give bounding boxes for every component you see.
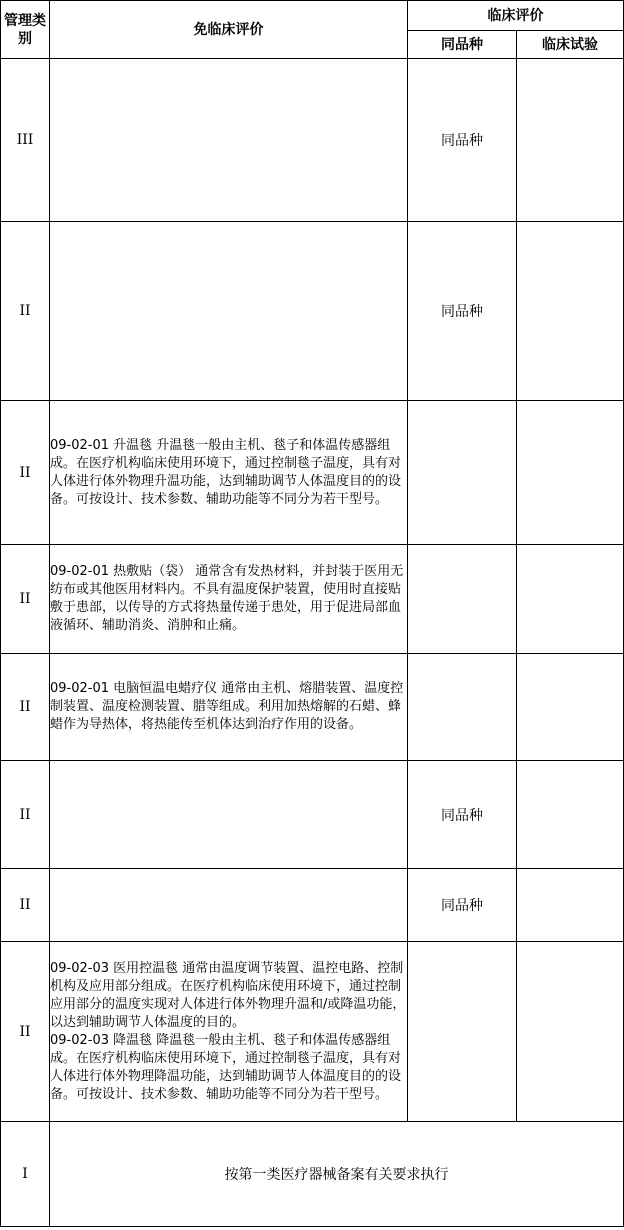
category-cell: II (1, 942, 50, 1122)
same-variety-cell: 同品种 (408, 869, 517, 942)
clinical-trial-cell (517, 59, 624, 222)
clinical-trial-cell (517, 869, 624, 942)
table-row (1, 761, 624, 869)
product-description: 09-02-01 电脑恒温电蜡疗仪 通常由主机、熔腊装置、温度控制装置、温度检测装置、腊等组成。利用加热熔解的石蜡、蜂蜡作为导热体，将热能传至机体达到治疗作用的设备。 (50, 681, 404, 732)
table-row (1, 401, 624, 545)
product-description: 09-02-03 医用控温毯 通常由温度调节装置、温控电路、控制机构及应用部分组成。在医疗机构临床使用环境下，通过控制应用部分的温度实现对人体进行体外物理升温和/或降温功能，以达到辅助调节人体温度的目的。 (50, 960, 406, 1030)
header-exempt: 免临床评价 (50, 1, 408, 59)
clinical-trial-cell (517, 942, 624, 1122)
class-i-note: 按第一类医疗器械备案有关要求执行 (50, 1122, 624, 1227)
exempt-cell (50, 942, 408, 1122)
clinical-trial-cell (517, 761, 624, 869)
table-row (1, 545, 624, 654)
category-cell: II (1, 761, 50, 869)
same-variety-cell (408, 545, 517, 654)
same-variety-cell (408, 401, 517, 545)
product-description: 09-02-03 降温毯 降温毯一般由主机、毯子和体温传感器组成。在医疗机构临床使用环境下，通过控制毯子温度，具有对人体进行体外物理降温功能，达到辅助调节人体温度目的的设备。可按设计、技术参数、辅助功能等不同分为若干型号。 (50, 1032, 402, 1102)
same-variety-cell (408, 654, 517, 761)
exempt-cell (50, 401, 408, 545)
clinical-trial-cell (517, 654, 624, 761)
clinical-trial-cell (517, 545, 624, 654)
header-same-variety: 同品种 (408, 31, 517, 59)
table-row (1, 869, 624, 942)
product-description: 09-02-01 热敷贴（袋） 通常含有发热材料，并封装于医用无纺布或其他医用材料内。不具有温度保护装置，使用时直接贴敷于患部，以传导的方式将热量传递于患处，用于促进局部血液循环、辅助消炎、消肿和止痛。 (50, 564, 404, 633)
category-cell: II (1, 401, 50, 545)
category-cell: I (1, 1122, 50, 1227)
category-cell: II (1, 654, 50, 761)
category-cell: II (1, 545, 50, 654)
same-variety-cell: 同品种 (408, 761, 517, 869)
product-description: 09-02-01 升温毯 升温毯一般由主机、毯子和体温传感器组成。在医疗机构临床使用环境下，通过控制毯子温度，具有对人体进行体外物理升温功能，达到辅助调节人体温度目的的设备。可按设计、技术参数、辅助功能等不同分为若干型号。 (50, 437, 402, 507)
category-cell: II (1, 869, 50, 942)
header-clinical: 临床评价 (408, 1, 624, 31)
exempt-cell (50, 654, 408, 761)
table-row (1, 942, 624, 1122)
same-variety-cell: 同品种 (408, 59, 517, 222)
same-variety-cell: 同品种 (408, 222, 517, 401)
exempt-cell (50, 761, 408, 869)
table-row (1, 1122, 624, 1227)
table-row (1, 222, 624, 401)
header-clinical-trial: 临床试验 (517, 31, 624, 59)
header-category: 管理类别 (1, 1, 50, 59)
exempt-cell (50, 869, 408, 942)
same-variety-cell (408, 942, 517, 1122)
table-row (1, 654, 624, 761)
clinical-trial-cell (517, 222, 624, 401)
exempt-cell (50, 222, 408, 401)
exempt-cell (50, 59, 408, 222)
clinical-trial-cell (517, 401, 624, 545)
table-row (1, 59, 624, 222)
category-cell: III (1, 59, 50, 222)
category-cell: II (1, 222, 50, 401)
exempt-cell (50, 545, 408, 654)
